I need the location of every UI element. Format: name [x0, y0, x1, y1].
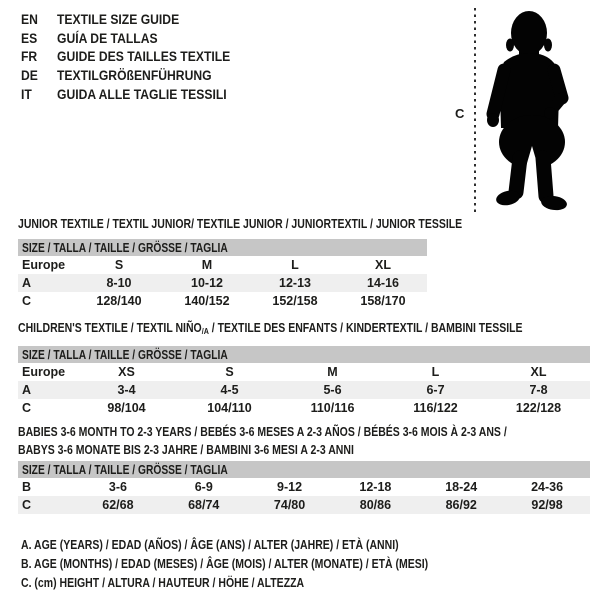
- row-label: Europe: [22, 365, 66, 379]
- table-cell: 68/74: [188, 498, 220, 512]
- table-cell: 62/68: [102, 498, 134, 512]
- table-cell: 12-18: [359, 480, 392, 494]
- heading-text: CHILDREN'S TEXTILE / TEXTIL NIÑO: [18, 321, 202, 335]
- language-label: GUÍA DE TALLAS: [57, 30, 158, 46]
- table-cell: XL: [530, 365, 547, 379]
- footnote-line: C. (cm) HEIGHT / ALTURA / HAUTEUR / HÖHE / ALTEZZA: [21, 576, 305, 591]
- baby-silhouette: [480, 2, 598, 216]
- table-cell: 158/170: [360, 294, 406, 308]
- row-label: B: [22, 480, 32, 494]
- table-cell: 18-24: [445, 480, 478, 494]
- row-label: A: [22, 383, 32, 397]
- table-cell: 122/128: [515, 401, 562, 415]
- language-list: [21, 11, 230, 105]
- table-cell: 140/152: [184, 294, 230, 308]
- height-measure-dotted-line: [474, 8, 476, 213]
- row-label: C: [22, 401, 32, 415]
- babies-size-table: [18, 461, 590, 514]
- junior-size-table: [18, 239, 427, 310]
- children-section-heading: [18, 320, 600, 341]
- heading-text: BABYS 3-6 MONATE BIS 2-3 JAHRE / BAMBINI 3-6 MESI A 2-3 ANNI: [18, 442, 354, 457]
- table-cell: 5-6: [323, 383, 342, 397]
- row-label: C: [22, 498, 32, 512]
- table-cell: 110/116: [310, 401, 355, 415]
- table-row: [18, 292, 427, 310]
- table-cell: 12-13: [279, 276, 311, 290]
- language-code: FR: [21, 49, 38, 65]
- table-cell: 14-16: [367, 276, 399, 290]
- table-size-header-text: SIZE / TALLA / TAILLE / GRÖSSE / TAGLIA: [22, 240, 228, 255]
- language-row: [21, 48, 230, 67]
- heading-text: / TEXTILE DES ENFANTS / KINDERTEXTIL / BAMBINI TESSILE: [208, 321, 523, 335]
- language-row: [21, 30, 230, 49]
- table-size-header-text: SIZE / TALLA / TAILLE / GRÖSSE / TAGLIA: [22, 347, 228, 362]
- table-cell: 152/158: [272, 294, 318, 308]
- language-label: GUIDE DES TAILLES TEXTILE: [57, 49, 231, 65]
- table-cell: 74/80: [273, 498, 306, 512]
- heading-text: BABIES 3-6 MONTH TO 2-3 YEARS / BEBÉS 3-6 MESES A 2-3 AÑOS / BÉBÉS 3-6 MOIS À 2-3 ANS /: [18, 425, 507, 439]
- row-label: C: [22, 294, 32, 308]
- table-size-header: [18, 239, 427, 256]
- row-label: A: [22, 276, 32, 290]
- table-row: [18, 256, 427, 274]
- table-cell: S: [114, 258, 124, 272]
- heading-text: JUNIOR TEXTILE / TEXTIL JUNIOR/ TEXTILE JUNIOR / JUNIORTEXTIL / JUNIOR TESSILE: [18, 217, 463, 231]
- table-cell: 128/140: [96, 294, 142, 308]
- language-row: [21, 86, 230, 105]
- language-label: TEXTILGRÖßENFÜHRUNG: [57, 68, 212, 84]
- table-size-header-text: SIZE / TALLA / TAILLE / GRÖSSE / TAGLIA: [22, 462, 228, 477]
- footnote-line: A. AGE (YEARS) / EDAD (AÑOS) / ÂGE (ANS) / ALTER (JAHRE) / ETÀ (ANNI): [21, 538, 399, 552]
- table-cell: 9-12: [277, 480, 303, 494]
- section-heading-line: [18, 320, 523, 341]
- measurement-footnotes: [21, 536, 506, 594]
- table-cell: 3-4: [117, 383, 136, 397]
- table-cell: 98/104: [107, 401, 146, 415]
- language-label: TEXTILE SIZE GUIDE: [57, 12, 180, 27]
- table-row: [18, 478, 590, 496]
- table-cell: 24-36: [531, 480, 564, 494]
- table-row: [18, 274, 427, 292]
- table-cell: 104/110: [207, 401, 252, 415]
- table-cell: 92/98: [531, 498, 563, 512]
- row-label: Europe: [22, 258, 66, 272]
- children-size-table: [18, 346, 590, 417]
- junior-section-heading: [18, 216, 547, 234]
- table-cell: 10-12: [191, 276, 223, 290]
- table-cell: 80/86: [359, 498, 392, 512]
- table-cell: XL: [375, 258, 391, 272]
- measure-label-c: C: [455, 106, 465, 121]
- table-cell: S: [225, 365, 234, 379]
- table-cell: L: [431, 365, 440, 379]
- language-code: EN: [21, 12, 38, 27]
- table-cell: 4-5: [220, 383, 239, 397]
- babies-section-heading: [18, 424, 600, 459]
- heading-text: /A: [201, 326, 209, 336]
- language-code: DE: [21, 68, 38, 84]
- table-size-header: [18, 346, 590, 363]
- table-row: [18, 381, 590, 399]
- language-row: [21, 67, 230, 86]
- language-code: ES: [21, 30, 38, 46]
- table-cell: 8-10: [106, 276, 132, 290]
- section-heading-line: [18, 424, 507, 442]
- table-cell: M: [327, 365, 338, 379]
- table-cell: 6-9: [194, 480, 213, 494]
- table-cell: L: [291, 258, 299, 272]
- language-code: IT: [21, 86, 32, 102]
- table-cell: M: [201, 258, 213, 272]
- language-label: GUIDA ALLE TAGLIE TESSILI: [57, 86, 227, 102]
- table-row: [18, 363, 590, 381]
- table-row: [18, 399, 590, 417]
- table-size-header: [18, 461, 590, 478]
- table-cell: 3-6: [108, 480, 127, 494]
- language-row: [21, 11, 230, 30]
- table-cell: 7-8: [529, 383, 548, 397]
- table-cell: 86/92: [445, 498, 477, 512]
- footnote-line: B. AGE (MONTHS) / EDAD (MESES) / ÂGE (MOIS) / ALTER (MONATE) / ETÀ (MESI): [21, 557, 429, 572]
- table-row: [18, 496, 590, 514]
- table-cell: XS: [118, 365, 135, 379]
- section-heading-line: [18, 442, 507, 460]
- table-cell: 116/122: [413, 401, 458, 415]
- table-cell: 6-7: [426, 383, 445, 397]
- section-heading-line: [18, 216, 462, 234]
